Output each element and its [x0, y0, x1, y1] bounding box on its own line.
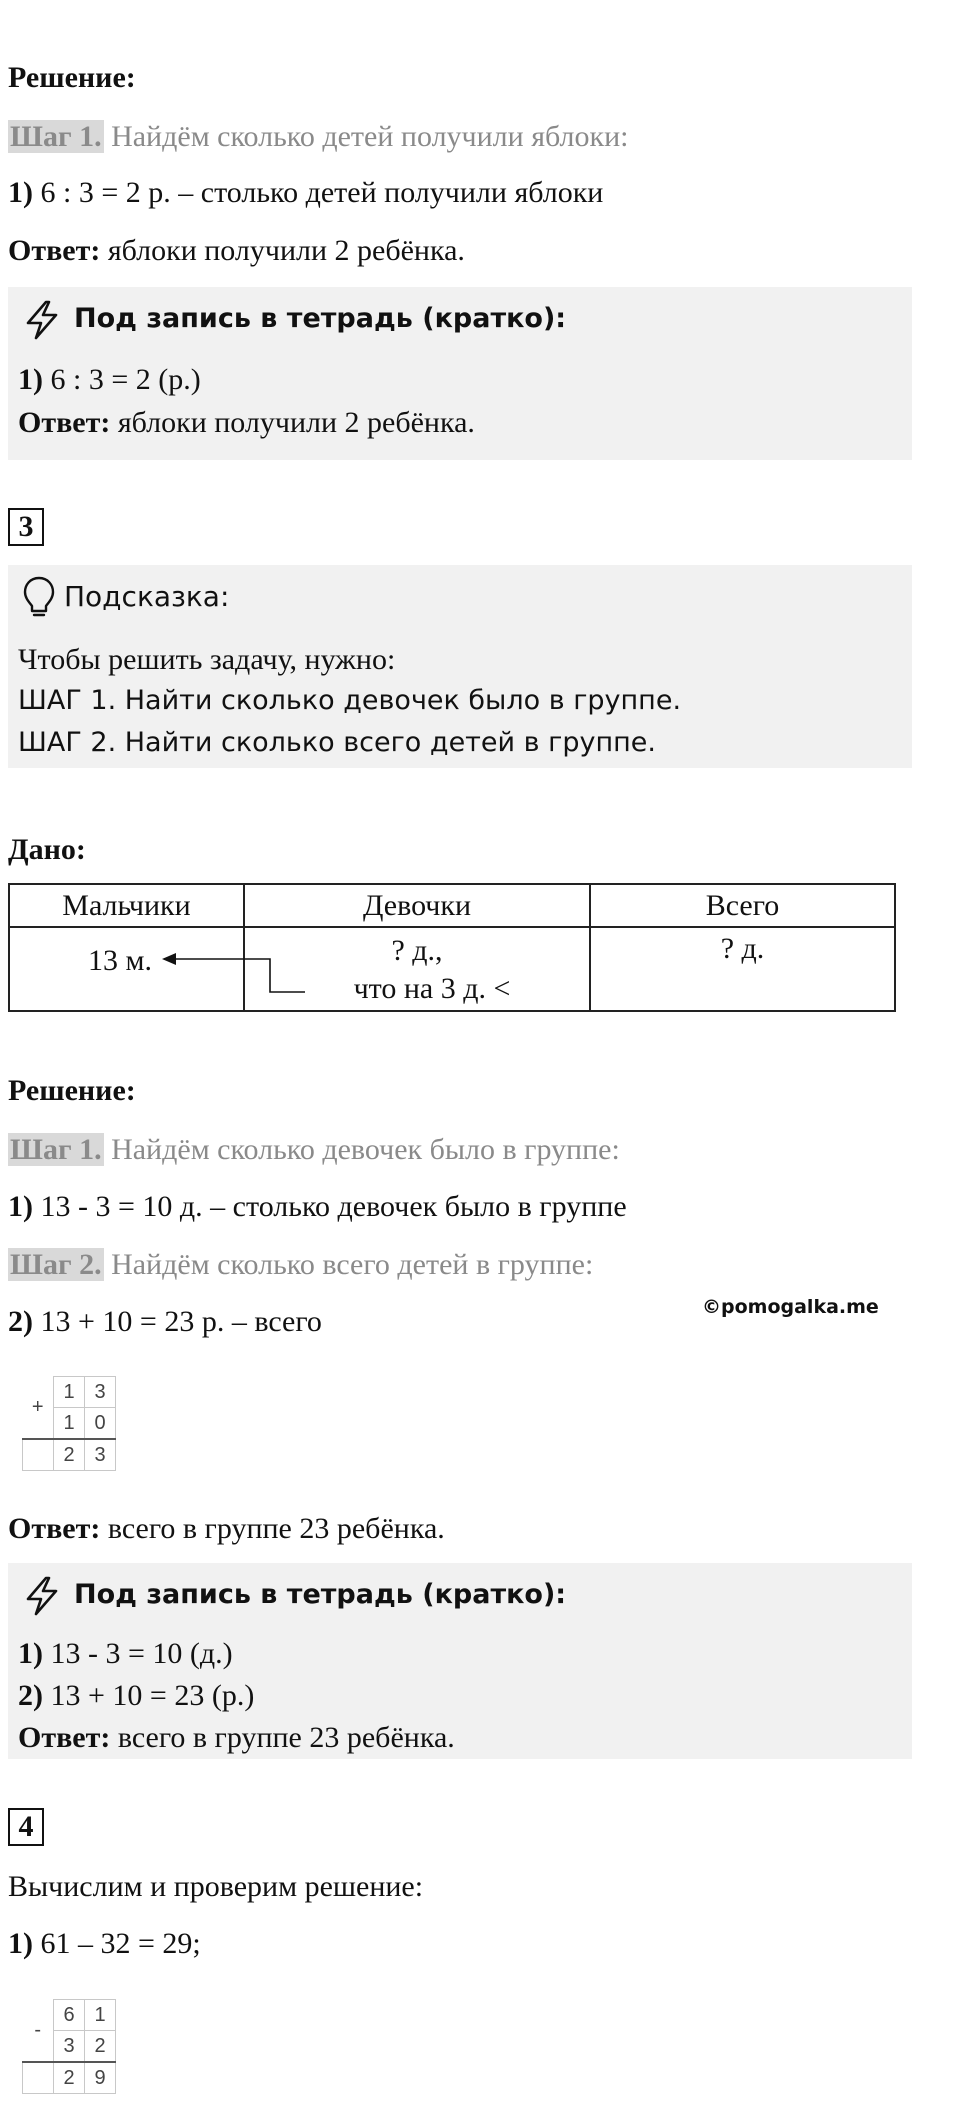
solution-heading: Решение:: [8, 61, 136, 94]
table-header: Мальчики: [9, 884, 244, 927]
hint-title: Подсказка:: [64, 580, 230, 613]
answer-text: всего в группе 23 ребёнка.: [100, 1512, 445, 1545]
line-text: 6 : 3 = 2 (р.): [43, 363, 201, 396]
notebook-line-1: [18, 1634, 233, 1674]
notebook-title: Под запись в тетрадь (кратко):: [74, 303, 567, 334]
empty-cell: [23, 1439, 54, 1471]
task-number-3: 3: [8, 508, 44, 546]
hint-step-label: ШАГ 2.: [18, 727, 117, 758]
given-heading: Дано:: [8, 833, 86, 866]
line-text: 61 – 32 = 29;: [33, 1927, 201, 1960]
line-text: 13 - 3 = 10 д. – столько девочек было в группе: [33, 1190, 627, 1223]
digit-cell: 2: [85, 2031, 116, 2063]
step-text: Найдём сколько детей получили яблоки:: [103, 120, 629, 153]
line-text: 13 + 10 = 23 (р.): [43, 1679, 255, 1712]
line-text: 13 + 10 = 23 р. – всего: [33, 1305, 322, 1338]
digit-cell: 1: [85, 2000, 116, 2031]
notebook-line-2: [18, 1676, 254, 1716]
digit-cell: 6: [54, 2000, 85, 2031]
digit-cell: 1: [54, 1377, 85, 1408]
solution-line-2: [8, 1302, 322, 1342]
step-label: Шаг 1.: [10, 1133, 102, 1166]
step-label: Шаг 1.: [10, 120, 102, 153]
line-text: 13 - 3 = 10 (д.): [43, 1637, 233, 1670]
digit-cell: 0: [85, 1408, 116, 1440]
hint-step-text: Найти сколько всего детей в группе.: [116, 727, 656, 758]
line-number: 1): [8, 1190, 33, 1223]
hint-step-label: ШАГ 1.: [18, 685, 117, 716]
notebook-panel: [8, 1563, 912, 1759]
solution-line-1: [8, 1924, 201, 1964]
solution-heading: Решение:: [8, 1074, 136, 1107]
table-header: Девочки: [244, 884, 590, 927]
digit-cell: 3: [85, 1439, 116, 1471]
total-value: ? д.: [720, 932, 765, 965]
line-number: 1): [18, 1637, 43, 1670]
solution-line-1: [8, 1187, 627, 1227]
girls-value: ? д.,: [391, 934, 443, 967]
notebook-title: Под запись в тетрадь (кратко):: [74, 1579, 567, 1610]
task-intro: Вычислим и проверим решение:: [8, 1870, 424, 1903]
notebook-answer: [18, 1718, 455, 1758]
answer-text: яблоки получили 2 ребёнка.: [100, 234, 465, 267]
operator: -: [34, 2018, 42, 2041]
line-number: 2): [8, 1305, 33, 1338]
operator: +: [31, 1395, 44, 1418]
digit-cell: 2: [54, 2062, 85, 2094]
answer-label: Ответ:: [18, 1721, 111, 1754]
answer-line: [8, 1509, 445, 1549]
task-number-4: 4: [8, 1808, 44, 1846]
column-addition: [22, 1376, 116, 1471]
table-header: Всего: [590, 884, 895, 927]
answer-label: Ответ:: [8, 234, 101, 267]
answer-text: всего в группе 23 ребёнка.: [110, 1721, 455, 1754]
watermark: ©pomogalka.me: [702, 1296, 879, 1318]
step-label: Шаг 2.: [10, 1248, 102, 1281]
digit-cell: 3: [54, 2031, 85, 2063]
step-text: Найдём сколько всего детей в группе:: [103, 1248, 594, 1281]
boys-value: 13 м.: [88, 944, 152, 977]
empty-cell: [23, 2062, 54, 2094]
digit-cell: 2: [54, 1439, 85, 1471]
digit-cell: 3: [85, 1377, 116, 1408]
step-2-line: [8, 1245, 593, 1285]
line-number: 1): [8, 1927, 33, 1960]
answer-text: яблоки получили 2 ребёнка.: [110, 406, 475, 439]
line-text: 6 : 3 = 2 р. – столько детей получили яблоки: [33, 176, 604, 209]
hint-step-text: Найти сколько девочек было в группе.: [116, 685, 682, 716]
step-1-line: [8, 1130, 620, 1170]
line-number: 1): [8, 176, 33, 209]
column-subtraction: [22, 1999, 116, 2094]
step-text: Найдём сколько девочек было в группе:: [103, 1133, 620, 1166]
answer-label: Ответ:: [8, 1512, 101, 1545]
line-number: 1): [18, 363, 43, 396]
lightning-icon: [22, 1575, 62, 1617]
answer-label: Ответ:: [18, 406, 111, 439]
line-number: 2): [18, 1679, 43, 1712]
digit-cell: 9: [85, 2062, 116, 2094]
hint-intro: Чтобы решить задачу, нужно:: [18, 643, 396, 676]
digit-cell: 1: [54, 1408, 85, 1440]
girls-relation: что на 3 д. <: [353, 972, 511, 1005]
